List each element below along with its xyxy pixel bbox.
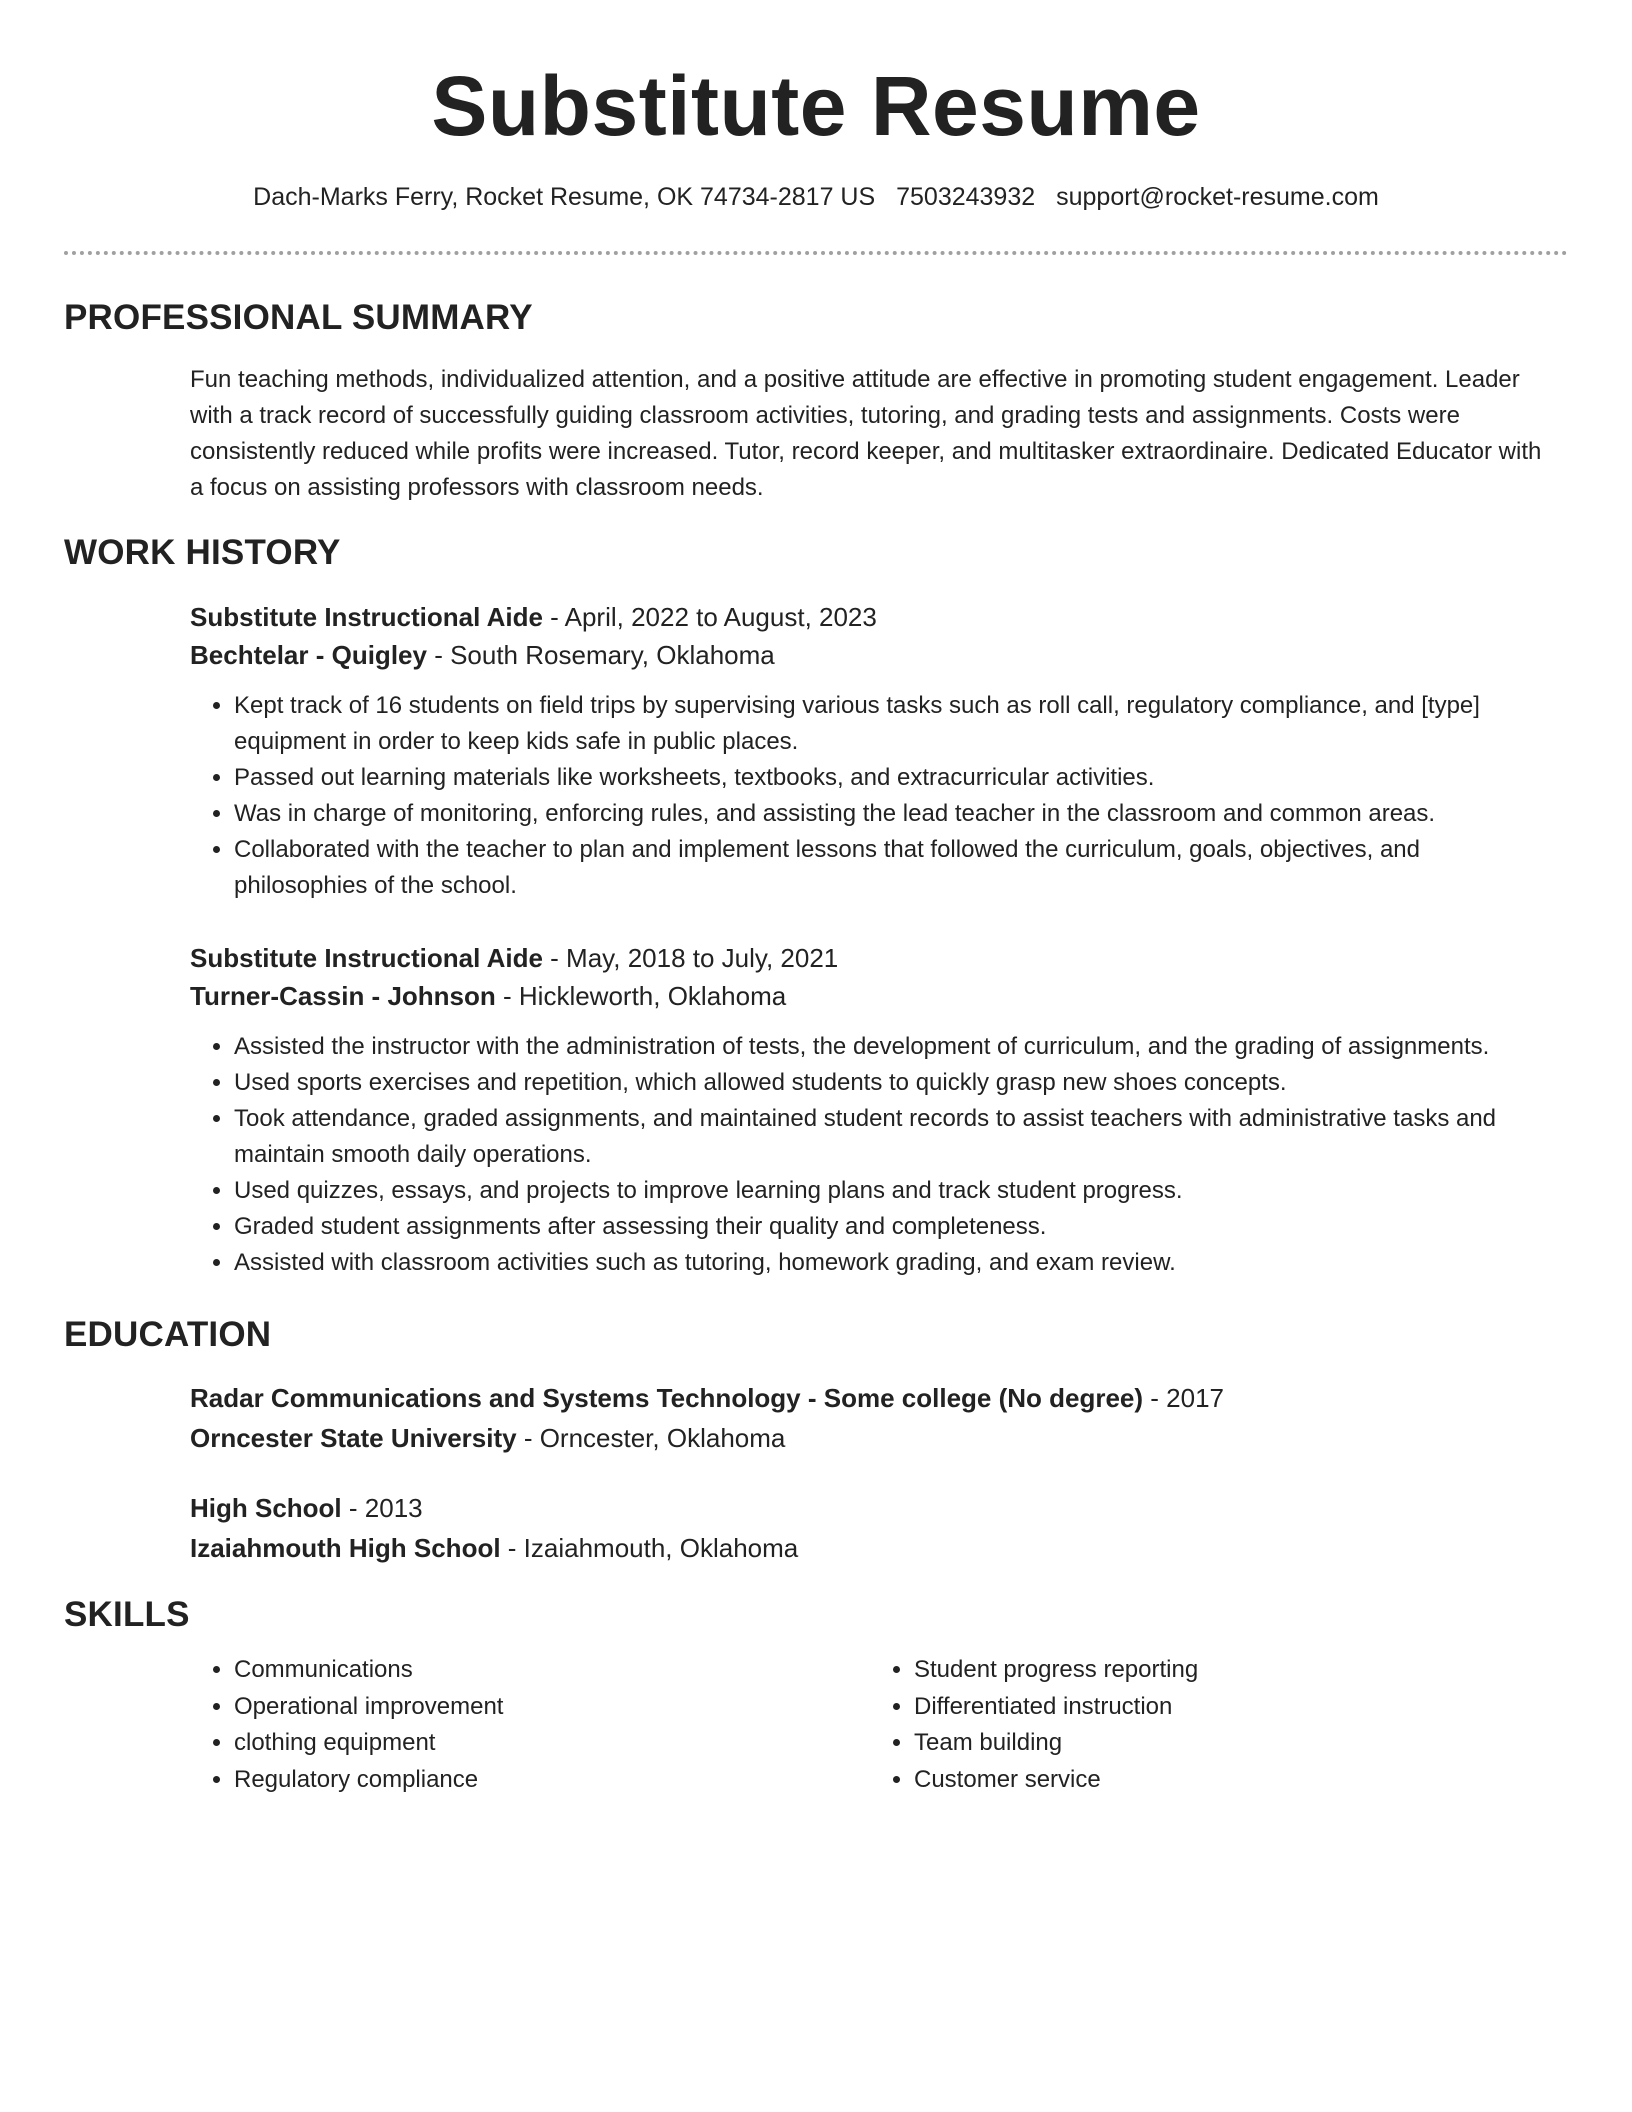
list-item: • Assisted the instructor with the administration of tests, the development of curriculum, and the grading of assignments.: [234, 1029, 1550, 1065]
education-entry-2: [190, 1488, 1550, 1568]
job-location: - Hickleworth, Oklahoma: [495, 981, 787, 1011]
list-item: • Passed out learning materials like worksheets, textbooks, and extracurricular activities.: [234, 760, 1550, 796]
contact-phone: 7503243932: [896, 183, 1036, 211]
list-item: • Graded student assignments after assessing their quality and completeness.: [234, 1209, 1550, 1245]
job-title-line: [190, 939, 1550, 977]
education-location: - Orncester, Oklahoma: [516, 1423, 786, 1453]
skills-column-1: [190, 1652, 503, 1798]
job-bullets: [190, 688, 1550, 904]
job-bullets: [190, 1029, 1550, 1281]
job-title: Substitute Instructional Aide: [190, 943, 543, 973]
contact-line: [0, 180, 1632, 214]
summary-heading: PROFESSIONAL SUMMARY: [64, 298, 533, 337]
job-company-line: [190, 977, 1550, 1015]
job-title-line: [190, 598, 1550, 636]
skill-item: • Team building: [914, 1725, 1198, 1762]
list-item: • Kept track of 16 students on field trips by supervising various tasks such as roll call, regulatory compliance, and [type] equipment in order to keep kids safe in public places.: [234, 688, 1550, 760]
resume-title: Substitute Resume: [431, 59, 1201, 153]
summary-section: [190, 362, 1550, 506]
job-entry-2: [190, 939, 1550, 1281]
header-divider: [64, 251, 1568, 255]
list-item: • Used quizzes, essays, and projects to improve learning plans and track student progress.: [234, 1173, 1550, 1209]
skill-item: • Customer service: [914, 1762, 1198, 1799]
education-year: - 2013: [341, 1493, 423, 1523]
summary-text: Fun teaching methods, individualized attention, and a positive attitude are effective in promoting student engagement. Leader with a track record of successfully guiding classroom activities, tutoring, and grading tests and assignments. Costs were consistently reduced while profits were increased. Tutor, record keeper, and multitasker extraordinaire. Dedicated Educator with a focus on assisting professors with classroom needs.: [190, 366, 1542, 501]
skill-item: • clothing equipment: [234, 1725, 503, 1762]
skill-item: • Student progress reporting: [914, 1652, 1198, 1689]
education-year: - 2017: [1143, 1383, 1225, 1413]
education-heading: EDUCATION: [64, 1315, 272, 1354]
skill-item: • Regulatory compliance: [234, 1762, 503, 1799]
education-school-line: [190, 1418, 1550, 1458]
education-school: Izaiahmouth High School: [190, 1533, 501, 1563]
list-item: • Used sports exercises and repetition, which allowed students to quickly grasp new shoes concepts.: [234, 1065, 1550, 1101]
contact-email: support@rocket-resume.com: [1056, 183, 1379, 211]
skills-column-2: [870, 1652, 1198, 1798]
job-entry-1: [190, 598, 1550, 904]
job-company-line: [190, 636, 1550, 674]
skill-item: • Operational improvement: [234, 1689, 503, 1726]
education-entry-1: [190, 1378, 1550, 1458]
list-item: • Was in charge of monitoring, enforcing rules, and assisting the lead teacher in the classroom and common areas.: [234, 796, 1550, 832]
work-history-heading: WORK HISTORY: [64, 533, 341, 572]
job-title: Substitute Instructional Aide: [190, 602, 543, 632]
contact-address: Dach-Marks Ferry, Rocket Resume, OK 74734-2817 US: [253, 183, 876, 211]
skill-item: • Differentiated instruction: [914, 1689, 1198, 1726]
list-item: • Assisted with classroom activities such as tutoring, homework grading, and exam review.: [234, 1245, 1550, 1281]
list-item: • Took attendance, graded assignments, and maintained student records to assist teachers with administrative tasks and maintain smooth daily operations.: [234, 1101, 1550, 1173]
education-degree-line: [190, 1378, 1550, 1418]
education-degree-line: [190, 1488, 1550, 1528]
education-degree: High School: [190, 1493, 342, 1523]
job-dates: - April, 2022 to August, 2023: [542, 602, 877, 632]
education-location: - Izaiahmouth, Oklahoma: [500, 1533, 799, 1563]
education-degree: Radar Communications and Systems Technology - Some college (No degree): [190, 1383, 1144, 1413]
job-company: Turner-Cassin - Johnson: [190, 981, 496, 1011]
skills-heading: SKILLS: [64, 1595, 190, 1634]
job-dates: - May, 2018 to July, 2021: [542, 943, 839, 973]
education-school-line: [190, 1528, 1550, 1568]
skill-item: • Communications: [234, 1652, 503, 1689]
job-company: Bechtelar - Quigley: [190, 640, 427, 670]
education-school: Orncester State University: [190, 1423, 517, 1453]
job-location: - South Rosemary, Oklahoma: [426, 640, 775, 670]
list-item: • Collaborated with the teacher to plan and implement lessons that followed the curriculum, goals, objectives, and philosophies of the school.: [234, 832, 1550, 904]
